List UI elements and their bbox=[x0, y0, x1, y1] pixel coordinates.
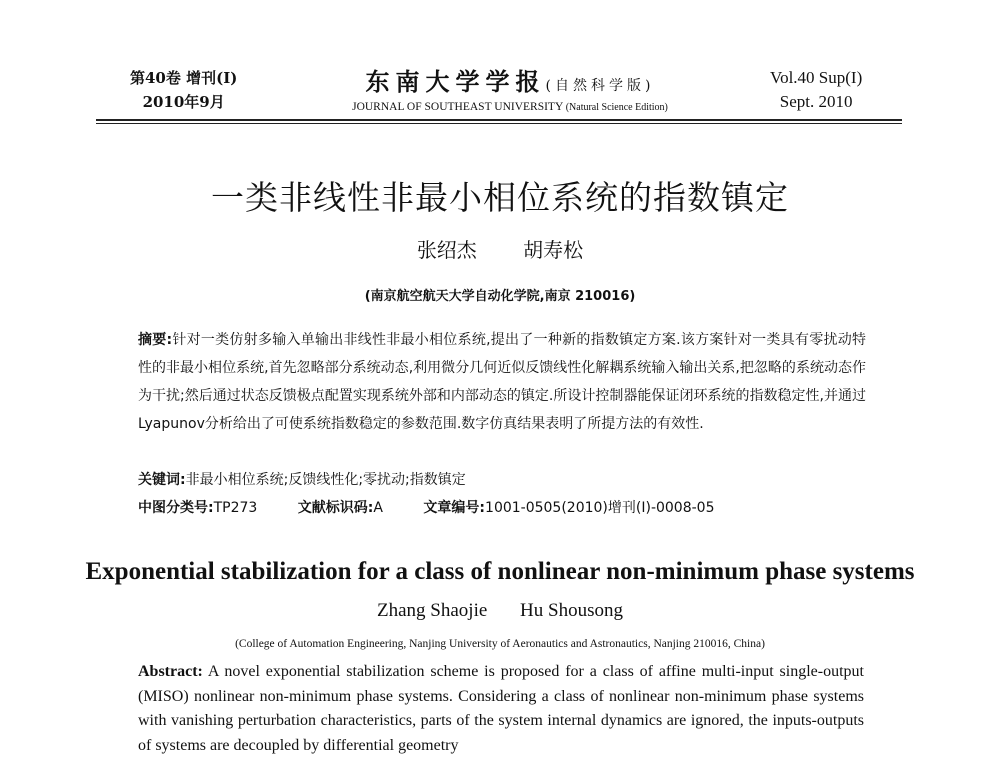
date-cn: 2010年9月 bbox=[142, 93, 225, 111]
clc-label: 中图分类号: bbox=[138, 500, 214, 516]
header-right bbox=[770, 66, 862, 114]
date-en: Sept. 2010 bbox=[779, 92, 853, 111]
doc-code-label: 文献标识码: bbox=[297, 500, 374, 516]
journal-masthead bbox=[300, 62, 720, 113]
doc-code-value: A bbox=[373, 500, 383, 516]
abstract-en-text: A novel exponential stabilization scheme is proposed for a class of affine multi-input single-output (MISO) nonlinear non-minimum phase systems. Considering a class of nonlinear non-minimum phase systems with vanishing perturbation characteristics, parts of the system internal dynamics are ignored, the inputs-outputs of systems are decoupled by differential geometry bbox=[138, 663, 864, 754]
journal-edition-cn: (自然科学版) bbox=[545, 78, 655, 94]
abstract-cn-text: 针对一类仿射多输入单输出非线性非最小相位系统,提出了一种新的指数镇定方案.该方案针对一类具有零扰动特性的非最小相位系统,首先忽略部分系统动态,利用微分几何近似反馈线性化解耦系统输入输出关系,把忽略的系统动态作为干扰;然后通过状态反馈极点配置实现系统外部和内部动态的镇定.所设计控制器能保证闭环系统的指数稳定性,并通过Lyapunov分析给出了可使系统指数稳定的参数范围.数字仿真结果表明了所提方法的有效性. bbox=[138, 332, 866, 432]
journal-edition-en: (Natural Science Edition) bbox=[565, 102, 668, 113]
journal-title-cn bbox=[300, 62, 720, 97]
author-cn-1: 张绍杰 bbox=[416, 238, 477, 262]
volume-cn: 第40卷 增刊(I) bbox=[130, 69, 238, 87]
header-rule-thin bbox=[96, 123, 902, 124]
affiliation-cn: (南京航空航天大学自动化学院,南京 210016) bbox=[364, 289, 636, 304]
paper-title-cn: 一类非线性非最小相位系统的指数镇定 bbox=[211, 178, 789, 217]
journal-name-en: JOURNAL OF SOUTHEAST UNIVERSITY bbox=[352, 101, 563, 113]
header-left bbox=[130, 66, 237, 114]
author-en-2: Hu Shousong bbox=[520, 600, 623, 621]
affiliation-en: (College of Automation Engineering, Nanjing University of Aeronautics and Astronautics, Nanjing 210016, China) bbox=[235, 638, 765, 650]
clc-value: TP273 bbox=[213, 500, 258, 516]
abstract-cn bbox=[138, 326, 866, 466]
article-no-label: 文章编号: bbox=[423, 500, 486, 516]
header-rule-thick bbox=[96, 119, 902, 121]
abstract-en bbox=[138, 660, 864, 760]
keywords-cn-text: 非最小相位系统;反馈线性化;零扰动;指数镇定 bbox=[185, 472, 466, 488]
abstract-cn-label: 摘要: bbox=[138, 332, 173, 348]
author-en-1: Zhang Shaojie bbox=[377, 600, 488, 621]
keywords-cn bbox=[138, 466, 866, 494]
paper-title-en: Exponential stabilization for a class of nonlinear non-minimum phase systems bbox=[85, 558, 915, 585]
doc-code-item bbox=[298, 500, 383, 516]
journal-title-en bbox=[300, 101, 720, 113]
author-cn-2: 胡寿松 bbox=[523, 238, 584, 262]
volume-en: Vol.40 Sup(I) bbox=[770, 68, 863, 87]
clc-item bbox=[138, 500, 257, 516]
abstract-en-label: Abstract: bbox=[138, 663, 203, 680]
classification-line bbox=[138, 494, 866, 522]
authors-en bbox=[0, 600, 1000, 622]
authors-cn bbox=[0, 234, 1000, 263]
keywords-cn-label: 关键词: bbox=[138, 472, 186, 488]
article-no-value: 1001-0505(2010)增刊(I)-0008-05 bbox=[485, 500, 715, 516]
journal-name-cn: 东南大学学报 bbox=[365, 67, 546, 96]
article-no-item bbox=[423, 500, 714, 516]
